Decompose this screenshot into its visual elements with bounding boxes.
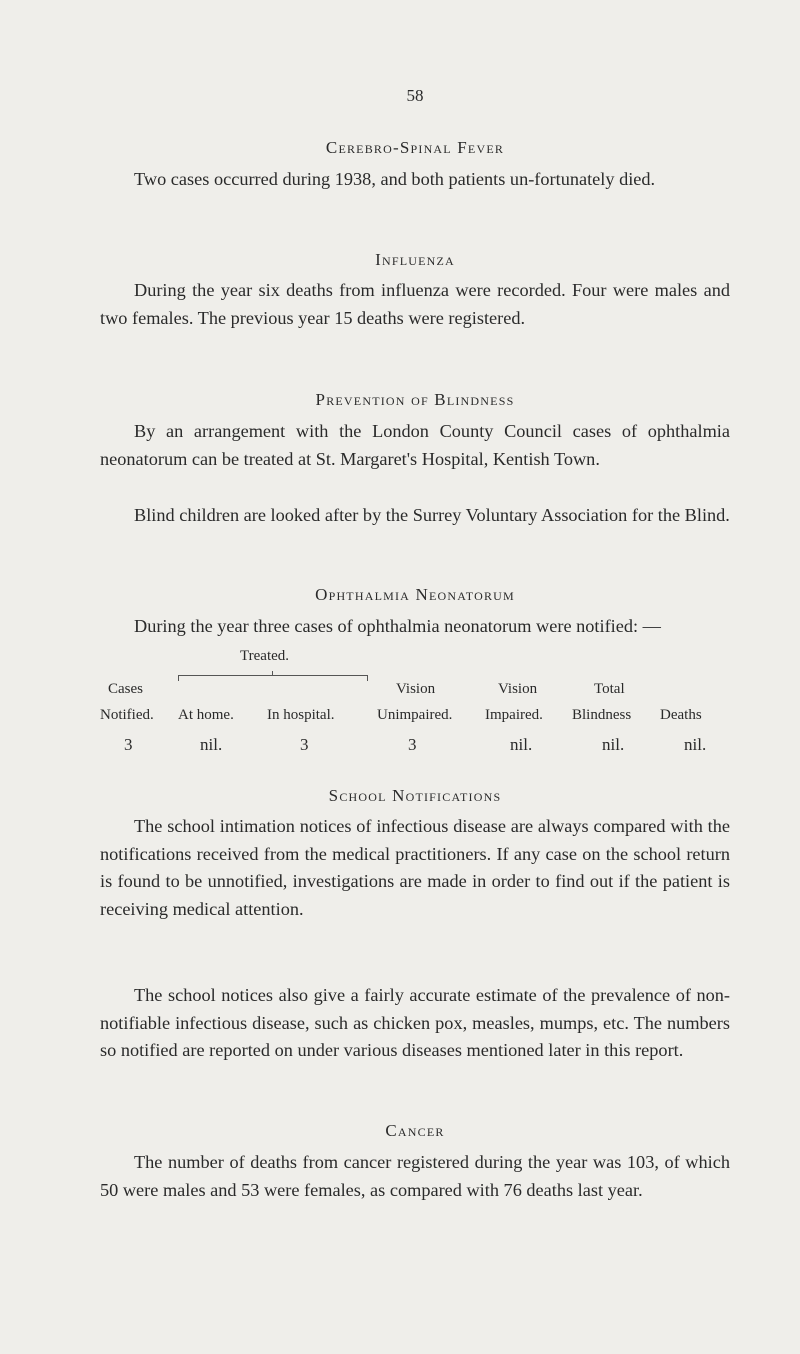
blindness-paragraph-1: By an arrangement with the London County Council cases of ophthalmia neonatorum can be treated at St. Margaret's Hospital, Kentish Town. [100, 421, 730, 469]
value-cases-notified: 3 [124, 735, 133, 754]
heading-prevention-of-blindness: Prevention of Blindness [315, 390, 515, 409]
header-cases: Cases [108, 681, 143, 697]
school-paragraph-1: The school intimation notices of infectious disease are always compared with the notifications received from the medical practitioners. If any case on the school return is found to be unnotified, investigations are made in order to find out if the patient is receiving medical attention. [100, 816, 730, 919]
header-deaths: Deaths [660, 707, 702, 723]
heading-ophthalmia-neonatorum: Ophthalmia Neonatorum [315, 585, 515, 604]
header-at-home: At home. [178, 707, 234, 723]
header-blindness: Blindness [572, 707, 632, 723]
heading-school-notifications: School Notifications [328, 786, 502, 805]
value-in-hospital: 3 [300, 735, 309, 754]
school-paragraph-2: The school notices also give a fairly accurate estimate of the prevalence of non-notifiable infectious disease, such as chicken pox, measles, mumps, etc. The numbers so notified are reported on under various diseases mentioned later in this report. [100, 985, 730, 1060]
value-at-home: nil. [200, 735, 223, 754]
table-header-row-2 [100, 707, 730, 731]
treated-label: Treated. [240, 648, 290, 664]
header-unimpaired: Unimpaired. [377, 707, 453, 723]
value-vision-unimpaired: 3 [408, 735, 417, 754]
header-vision-unimpaired: Vision [396, 681, 436, 697]
table-header-row-1 [100, 681, 730, 705]
ophthalmia-paragraph: During the year three cases of ophthalmia neonatorum were notified: — [134, 616, 661, 636]
header-total: Total [594, 681, 625, 697]
header-vision-impaired: Vision [498, 681, 538, 697]
treated-bracket-center [272, 671, 273, 676]
value-deaths: nil. [684, 735, 707, 754]
influenza-paragraph: During the year six deaths from influenza were recorded. Four were males and two females. The previous year 15 deaths were registered. [100, 280, 730, 328]
cancer-paragraph: The number of deaths from cancer registered during the year was 103, of which 50 were males and 53 were females, as compared with 76 deaths last year. [100, 1152, 730, 1200]
header-impaired: Impaired. [485, 707, 543, 723]
heading-cancer: Cancer [385, 1121, 445, 1140]
page-number: 58 [406, 86, 424, 105]
heading-influenza: Influenza [375, 250, 455, 269]
table-values-row [100, 735, 730, 759]
value-total-blindness: nil. [602, 735, 625, 754]
header-in-hospital: In hospital. [267, 707, 335, 723]
cerebro-paragraph: Two cases occurred during 1938, and both patients un-fortunately died. [134, 169, 656, 189]
value-vision-impaired: nil. [510, 735, 533, 754]
heading-cerebro-spinal-fever: Cerebro-Spinal Fever [325, 138, 505, 157]
blindness-paragraph-2: Blind children are looked after by the Surrey Voluntary Association for the Blind. [134, 505, 730, 525]
header-notified: Notified. [100, 707, 154, 723]
